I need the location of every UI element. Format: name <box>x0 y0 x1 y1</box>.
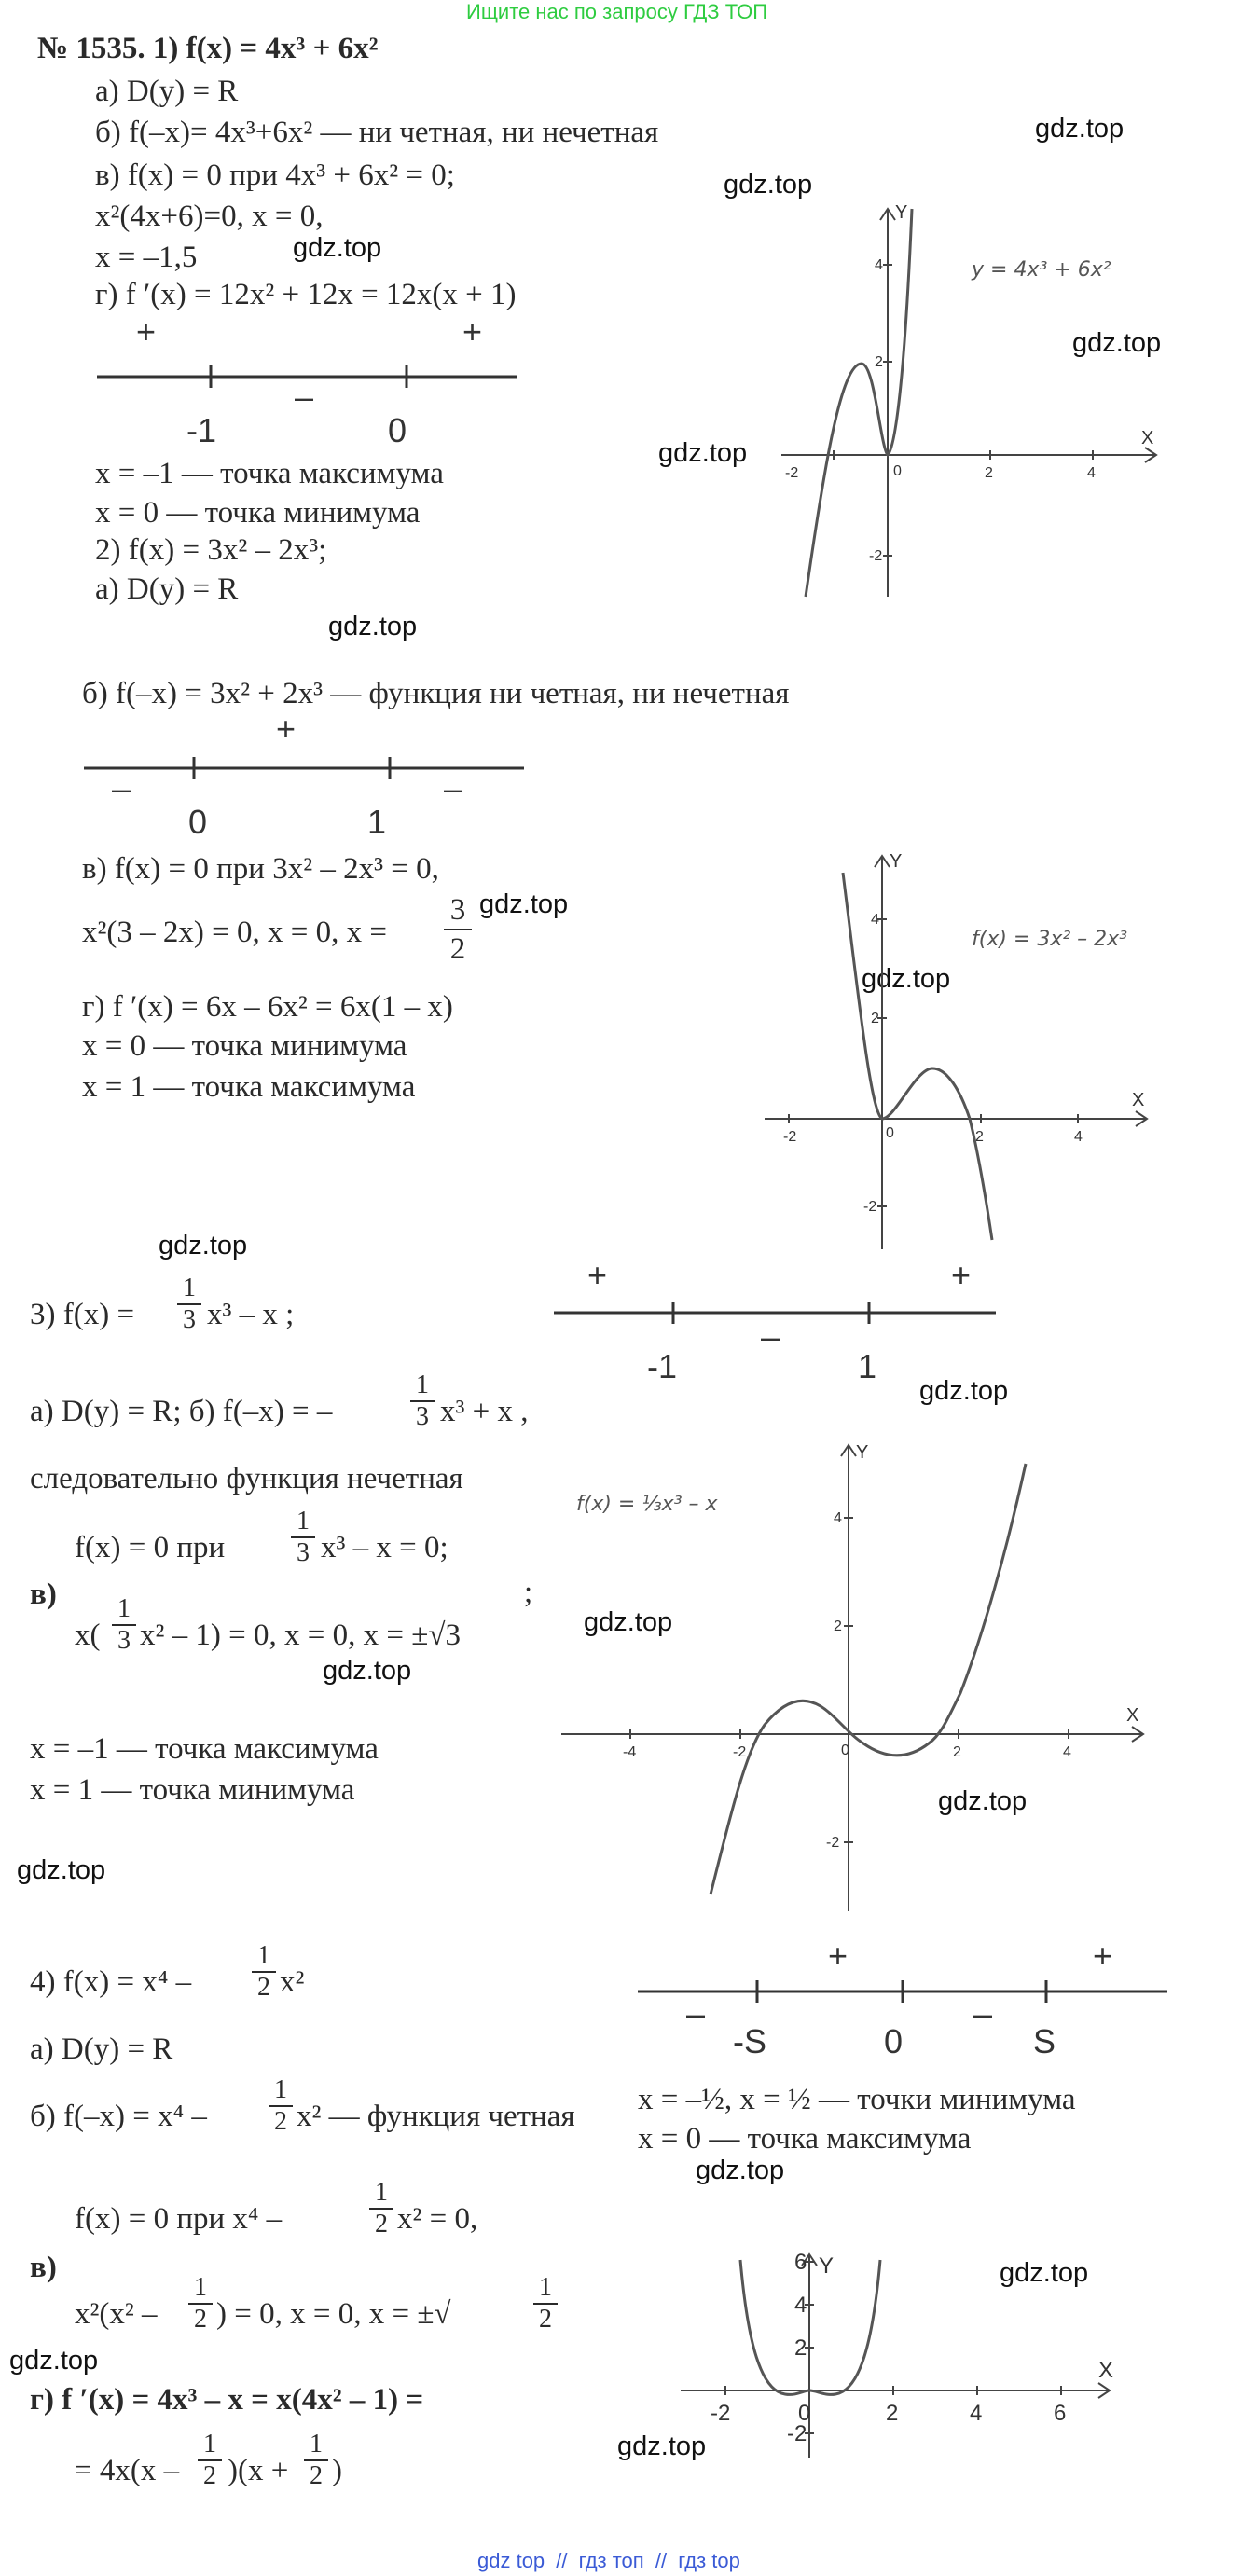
axis-tick-label: 0 <box>893 463 902 479</box>
sign-minus: – <box>973 1994 993 2032</box>
sign-plus: + <box>587 1259 608 1294</box>
tick-label: 0 <box>388 411 407 449</box>
graph-formula-label: f(x) = ⅓x³ – x <box>576 1493 718 1516</box>
part1-graph <box>765 186 1175 606</box>
watermark: gdz.top <box>328 612 418 641</box>
part3-zeros-eq-rest: x³ – x = 0; <box>321 1531 448 1564</box>
axis-name: X <box>1132 1090 1145 1110</box>
axis-tick-label: 2 <box>875 354 883 370</box>
part4-v-letter: в) <box>30 2251 57 2284</box>
part4-parity: б) f(–x) = x⁴ – <box>30 2100 207 2133</box>
part3-domain-odd-rest: x³ + x , <box>440 1395 529 1428</box>
axis-tick-label: 2 <box>953 1744 961 1760</box>
axis-tick-label: 0 <box>798 2401 811 2426</box>
fraction-denominator: 2 <box>375 2210 388 2239</box>
part1-zeros-eq: в) f(x) = 0 при 4x³ + 6x² = 0; <box>95 158 455 192</box>
watermark: gdz.top <box>1000 2258 1089 2288</box>
axis-name: Y <box>819 2253 835 2279</box>
part4-heading-rest: x² <box>280 1965 305 1999</box>
watermark: gdz.top <box>17 1855 106 1885</box>
fraction-denominator: 3 <box>297 1538 310 1567</box>
watermark: gdz.top <box>938 1786 1028 1816</box>
axis-name: X <box>1141 428 1154 448</box>
axis-tick-label: 4 <box>1087 465 1096 481</box>
axis-tick-label: 6 <box>1054 2401 1067 2426</box>
part2-heading: 2) f(x) = 3x² – 2x³; <box>95 533 327 567</box>
part3-v-letter: в) <box>30 1577 57 1611</box>
axis-tick-label: -2 <box>869 548 883 564</box>
fraction-numerator: 1 <box>369 2178 393 2210</box>
graph-formula-label: y = 4x³ + 6x² <box>972 258 1111 282</box>
part4-domain: а) D(y) = R <box>30 2032 173 2066</box>
tick-label: -1 <box>647 1347 678 1385</box>
sign-minus: – <box>295 378 314 416</box>
part4-derivative-factored: = 4x(x – <box>75 2454 180 2487</box>
part1-zeros-factor: x²(4x+6)=0, x = 0, <box>95 200 324 233</box>
fraction-numerator: 1 <box>291 1507 315 1538</box>
fraction-numerator: 1 <box>198 2430 222 2461</box>
top-search-link[interactable]: Ищите нас по запросу ГДЗ ТОП <box>466 0 768 23</box>
axis-tick-label: -2 <box>787 2421 807 2446</box>
part4-derivative: г) f ′(x) = 4x³ – x = x(4x² – 1) = <box>30 2383 424 2417</box>
part1-derivative: г) f ′(x) = 12x² + 12x = 12x(x + 1) <box>95 278 517 311</box>
fraction-numerator: 1 <box>177 1274 201 1305</box>
tick-label: 1 <box>367 803 387 841</box>
part4-sign-line <box>630 1935 1180 2060</box>
axis-tick-label: 4 <box>834 1510 842 1526</box>
sign-minus: – <box>761 1317 780 1356</box>
fraction-numerator: 1 <box>304 2430 328 2461</box>
part2-zeros-factor: x²(3 – 2x) = 0, x = 0, x = <box>82 916 387 949</box>
part1-parity: б) f(–x)= 4x³+6x² — ни четная, ни нечетная <box>95 116 659 149</box>
part4-max-point: x = 0 — точка максимума <box>638 2122 972 2156</box>
axis-tick-label: -2 <box>711 2401 731 2426</box>
part2-max-point: x = 1 — точка максимума <box>82 1070 416 1104</box>
fraction-denominator: 2 <box>449 932 466 966</box>
part2-sign-line <box>75 709 531 848</box>
part3-zeros-eq: f(x) = 0 при <box>75 1531 226 1564</box>
part2-fraction <box>444 891 472 968</box>
axis-tick-label: -2 <box>863 1199 877 1215</box>
sign-plus: + <box>462 312 483 351</box>
watermark: gdz.top <box>479 889 569 919</box>
part4-min-points: x = –½, x = ½ — точки минимума <box>638 2083 1076 2116</box>
fraction-denominator: 3 <box>183 1305 196 1334</box>
tick-label: S <box>1033 2022 1056 2060</box>
watermark: gdz.top <box>323 1656 412 1686</box>
part2-min-point: x = 0 — точка минимума <box>82 1029 407 1063</box>
axis-tick-label: 6 <box>794 2250 807 2275</box>
tick-label: 0 <box>188 803 208 841</box>
sign-minus: – <box>686 1994 706 2032</box>
fraction-denominator: 2 <box>194 2305 207 2334</box>
part3-heading: 3) f(x) = <box>30 1298 135 1331</box>
part4-heading: 4) f(x) = x⁴ – <box>30 1965 192 1999</box>
part3-domain-odd: а) D(y) = R; б) f(–x) = – <box>30 1395 333 1428</box>
axis-name: X <box>1098 2358 1114 2383</box>
part4-fraction <box>533 2273 558 2335</box>
part2-parity: б) f(–x) = 3x² + 2x³ — функция ни четная, ни нечетная <box>82 677 790 710</box>
fraction-denominator: 2 <box>257 1973 270 2002</box>
part3-zeros-factor-rest: x² – 1) = 0, x = 0, x = ±√3 <box>140 1619 461 1652</box>
fraction-numerator: 1 <box>252 1941 276 1973</box>
part3-min-point: x = 1 — точка минимума <box>30 1773 355 1807</box>
part3-conclusion: следовательно функция нечетная <box>30 1462 463 1495</box>
axis-tick-label: 2 <box>871 1011 879 1026</box>
axis-tick-label: 2 <box>834 1619 842 1634</box>
footer-separator: // <box>556 2549 568 2572</box>
part4-fraction <box>198 2430 222 2491</box>
part3-graph <box>550 1436 1166 1921</box>
part2-derivative: г) f ′(x) = 6x – 6x² = 6x(1 – x) <box>82 990 453 1024</box>
part1-domain: а) D(y) = R <box>95 75 239 108</box>
axis-tick-label: 2 <box>886 2401 899 2426</box>
axis-tick-label: 2 <box>975 1129 984 1145</box>
fraction-numerator: 1 <box>533 2273 558 2305</box>
part1-min-point: x = 0 — точка минимума <box>95 496 421 530</box>
axis-name: Y <box>895 202 908 223</box>
tick-label: -S <box>733 2022 766 2060</box>
part4-fraction <box>252 1941 276 2003</box>
fraction-numerator: 1 <box>269 2075 293 2107</box>
axis-tick-label: 4 <box>871 912 879 928</box>
tick-label: -1 <box>186 411 217 449</box>
watermark: gdz.top <box>159 1231 248 1260</box>
sign-plus: + <box>951 1259 972 1294</box>
part3-max-point: x = –1 — точка максимума <box>30 1732 379 1766</box>
part4-parity-rest: x² — функция четная <box>297 2100 575 2133</box>
watermark: gdz.top <box>696 2156 785 2185</box>
part4-zeros-eq: f(x) = 0 при x⁴ – <box>75 2202 283 2236</box>
part4-fraction <box>269 2075 293 2137</box>
part3-heading-rest: x³ – x ; <box>207 1298 295 1331</box>
fraction-denominator: 2 <box>310 2461 323 2490</box>
fraction-numerator: 1 <box>410 1371 435 1402</box>
axis-tick-label: -4 <box>623 1744 637 1760</box>
watermark: gdz.top <box>862 964 951 994</box>
axis-tick-label: 2 <box>985 465 993 481</box>
sign-plus: + <box>276 709 297 748</box>
part2-graph <box>755 848 1166 1259</box>
part3-sign-line <box>550 1259 1007 1389</box>
part1-zeros-root: x = –1,5 <box>95 241 198 274</box>
sign-plus: + <box>828 1936 849 1975</box>
part2-zeros-eq: в) f(x) = 0 при 3x² – 2x³ = 0, <box>82 852 439 886</box>
axis-tick-label: 2 <box>794 2335 807 2361</box>
sign-plus: + <box>136 312 157 351</box>
watermark: gdz.top <box>1035 114 1125 144</box>
part1-max-point: x = –1 — точка максимума <box>95 457 444 490</box>
part2-domain: а) D(y) = R <box>95 572 239 606</box>
part4-graph <box>677 2241 1125 2474</box>
axis-name: X <box>1126 1705 1139 1726</box>
footer-link[interactable]: гдз top <box>678 2549 740 2572</box>
part4-fraction <box>369 2178 393 2239</box>
part3-fraction <box>177 1274 201 1335</box>
watermark: gdz.top <box>1072 328 1162 358</box>
part4-derivative-factored-end: ) <box>332 2454 342 2487</box>
part3-fraction <box>291 1507 315 1568</box>
tick-label: 1 <box>858 1347 877 1385</box>
graph-formula-label: f(x) = 3x² – 2x³ <box>972 928 1128 951</box>
part1-sign-line <box>84 308 541 457</box>
footer-link[interactable]: гдз топ <box>578 2549 644 2572</box>
axis-tick-label: -2 <box>733 1744 747 1760</box>
fraction-denominator: 2 <box>539 2305 552 2334</box>
fraction-numerator: 1 <box>112 1594 136 1626</box>
fraction-denominator: 2 <box>274 2107 287 2136</box>
axis-tick-label: 4 <box>970 2401 983 2426</box>
watermark: gdz.top <box>724 170 813 200</box>
fraction-denominator: 2 <box>203 2461 216 2490</box>
part1-heading: № 1535. 1) f(x) = 4x³ + 6x² <box>37 32 379 65</box>
axis-tick-label: 4 <box>1063 1744 1071 1760</box>
axis-name: Y <box>890 851 903 872</box>
watermark: gdz.top <box>293 233 382 263</box>
axis-tick-label: -2 <box>783 1129 797 1145</box>
sign-minus: – <box>444 769 463 807</box>
axis-tick-label: 4 <box>794 2293 807 2318</box>
part4-derivative-factored-mid: )(x + <box>228 2454 289 2487</box>
part4-zeros-eq-rest: x² = 0, <box>397 2202 478 2236</box>
watermark: gdz.top <box>584 1607 673 1637</box>
axis-tick-label: -2 <box>826 1835 840 1851</box>
part4-zeros-factor-rest: ) = 0, x = 0, x = ±√ <box>216 2297 451 2331</box>
axis-tick-label: 4 <box>875 257 883 273</box>
fraction-numerator: 3 <box>444 891 472 930</box>
watermark: gdz.top <box>919 1376 1009 1406</box>
watermark: gdz.top <box>617 2431 707 2461</box>
watermark: gdz.top <box>658 438 748 468</box>
tick-label: 0 <box>884 2022 904 2060</box>
part3-fraction <box>410 1371 435 1432</box>
axis-tick-label: -2 <box>785 465 799 481</box>
sign-plus: + <box>1093 1936 1113 1975</box>
part4-zeros-factor: x²(x² – <box>75 2297 158 2331</box>
axis-tick-label: 0 <box>886 1125 894 1141</box>
fraction-denominator: 3 <box>117 1626 131 1655</box>
axis-tick-label: 0 <box>841 1743 849 1758</box>
part3-zeros-factor: x( <box>75 1619 101 1652</box>
part3-fraction <box>112 1594 136 1656</box>
footer-link[interactable]: gdz top <box>477 2549 545 2572</box>
sign-minus: – <box>112 769 131 807</box>
axis-name: Y <box>856 1442 869 1463</box>
part4-fraction <box>304 2430 328 2491</box>
footer-separator: // <box>655 2549 668 2572</box>
fraction-denominator: 3 <box>416 1402 429 1431</box>
fraction-numerator: 1 <box>188 2273 213 2305</box>
part4-fraction <box>188 2273 213 2335</box>
part3-semicolon: ; <box>524 1576 533 1609</box>
footer-links <box>477 2549 740 2573</box>
watermark: gdz.top <box>9 2346 99 2376</box>
axis-tick-label: 4 <box>1074 1129 1083 1145</box>
